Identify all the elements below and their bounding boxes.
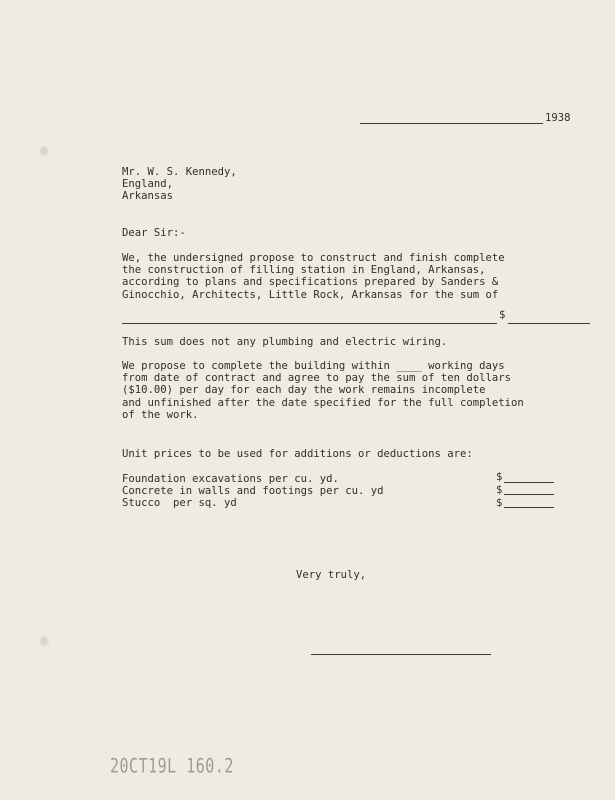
unit-price-line-1 [504,482,554,483]
salutation: Dear Sir:- [122,227,186,239]
binder-hole-bottom [40,636,49,647]
unit-dollar-sign-3: $ [496,497,503,509]
unit-prices-intro: Unit prices to be used for additions or deductions are: [122,448,473,460]
unit-dollar-sign-2: $ [496,484,503,496]
recipient-state: Arkansas [122,190,174,202]
sum-amount-line [508,323,590,324]
wiring-note: This sum does not any plumbing and electric wiring. [122,336,448,348]
closing: Very truly, [296,569,367,581]
unit-dollar-sign-1: $ [496,471,503,483]
sum-line [122,323,497,324]
unit-price-line-3 [504,507,554,508]
year: 1938 [545,112,571,124]
proposal-paragraph: We, the undersigned propose to construct and finish complete the construction of filling station in England, Arkansas, according to plans and specifications prepared by Sanders & Ginocchio, Architects, Little Rock, Arkansas for the sum of [122,252,505,301]
date-line [360,123,543,124]
unit-item-stucco: Stucco per sq. yd [122,497,237,509]
unit-item-concrete: Concrete in walls and footings per cu. yd [122,485,384,497]
binder-hole-top [40,146,49,157]
archive-stamp: 20CT19L 160.2 [110,754,234,778]
signature-line [311,654,491,655]
completion-paragraph: We propose to complete the building within ____ working days from date of contract and agree to pay the sum of ten dollars ($10.00) per day for each day the work remains incomplete and unfinished after the date specified for the full completion of the work. [122,360,524,421]
recipient-city: England, [122,178,174,190]
unit-item-foundation: Foundation excavations per cu. yd. [122,473,339,485]
recipient-name: Mr. W. S. Kennedy, [122,166,237,178]
unit-price-line-2 [504,494,554,495]
sum-dollar-sign: $ [499,309,506,321]
